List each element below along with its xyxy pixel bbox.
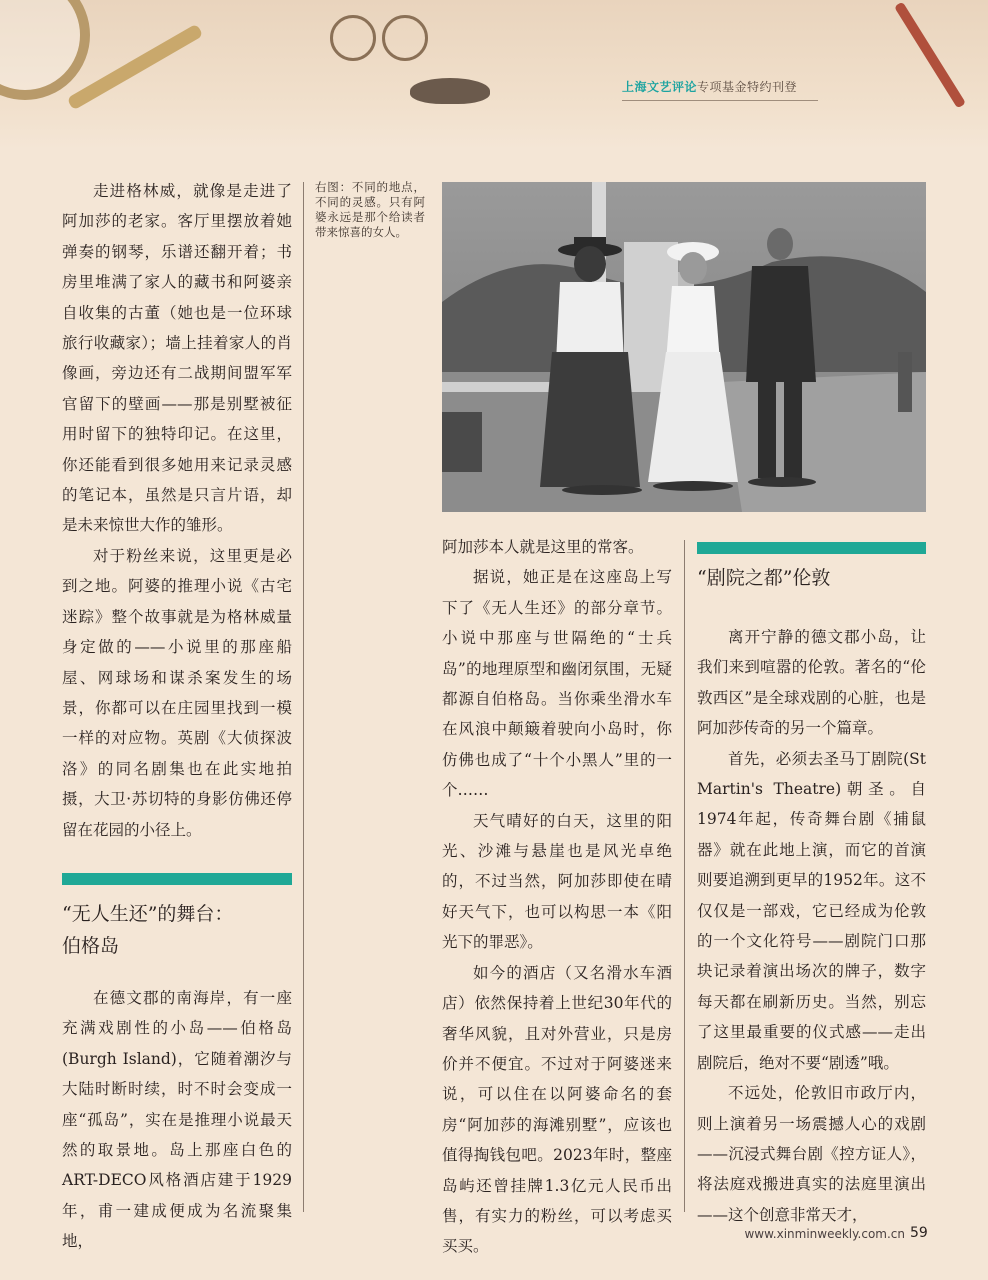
header-decoration [0,0,988,150]
paragraph: 据说，她正是在这座岛上写下了《无人生还》的部分章节。小说中那座与世隔绝的“士兵岛”的地理原型和幽闭氛围，无疑都源自伯格岛。当你乘坐滑水车在风浪中颠簸着驶向小岛时，你仿佛也成了“十个小黑人”里的一个…… [442,568,672,800]
section-title [62,898,292,962]
paragraph: 不远处，伦敦旧市政厅内，则上演着另一场震撼人心的戏剧——沉浸式舞台剧《控方证人》，将法庭戏搬进真实的法庭里演出——这个创意非常天才， [697,1084,926,1224]
column-3 [697,622,926,1230]
section-bar [62,873,292,885]
column-divider [303,182,304,1212]
paragraph: 天气晴好的白天，这里的阳光、沙滩与悬崖也是风光卓绝的，不过当然，阿加莎即使在晴好天气下，也可以构思一本《阳光下的罪恶》。 [442,811,672,952]
paragraph: 离开宁静的德文郡小岛，让我们来到喧嚣的伦敦。著名的“伦敦西区”是全球戏剧的心脏，也是阿加莎传奇的另一个篇章。 [697,628,926,738]
section-title: “剧院之都”伦敦 [697,567,831,589]
paragraph: 如今的酒店（又名滑水车酒店）依然保持着上世纪30年代的奢华风貌，且对外营业，只是房价并不便宜。不过对于阿婆迷来说，可以住在以阿婆命名的套房“阿加莎的海滩别墅”，应该也值得掏钱包吧。2023年时，整座岛屿还曾挂牌1.3亿元人民币出售，有实力的粉丝，可以考虑买买买。 [442,963,672,1256]
section-bar [697,542,926,554]
paragraph: 首先，必须去圣马丁剧院(St Martin's Theatre)朝圣。自1974年起，传奇舞台剧《捕鼠器》就在此地上演，而它的首演则要追溯到更早的1952年。这不仅仅是一部戏，它已经成为伦敦的一个文化符号——剧院门口那块记录着演出场次的牌子，数字每天都在刷新历史。当然，别忘了这里最重要的仪式感——走出剧院后，绝对不要“剧透”哦。 [697,749,926,1072]
paragraph: 对于粉丝来说，这里更是必到之地。阿婆的推理小说《古宅迷踪》整个故事就是为格林威量身定做的——小说里的那座船屋、网球场和谋杀案发生的场景，你都可以在庄园里找到一模一样的对应物。英剧《大侦探波洛》的同名剧集也在此实地拍摄，大卫·苏切特的身影仿佛还停留在花园的小径上。 [62,546,292,839]
paragraph: 阿加莎本人就是这里的常客。 [442,538,644,556]
sponsor-tag-rest: 专项基金特约刊登 [697,80,798,94]
mustache-icon [410,78,490,104]
historical-photo [442,182,926,512]
footer-url: www.xinminweekly.com.cn [744,1227,905,1241]
section-title-line: 伯格岛 [62,935,120,957]
sponsor-tag [622,76,818,98]
column-divider [684,540,685,1212]
section-title-line: “无人生还”的舞台： [62,903,234,925]
paragraph: 在德文郡的南海岸，有一座充满戏剧性的小岛——伯格岛(Burgh Island)，它随着潮汐与大陆时断时续，时不时会变成一座“孤岛”，实在是推理小说最天然的取景地。岛上那座白色的ART-DECO风格酒店建于1929年，甫一建成便成为名流聚集地， [62,989,292,1251]
column-1 [62,176,292,845]
photo-caption: 右图：不同的地点，不同的灵感。只有阿婆永远是那个给读者带来惊喜的女人。 [315,180,425,239]
paragraph: 走进格林威，就像是走进了阿加莎的老家。客厅里摆放着她弹奏的钢琴，乐谱还翻开着；书房里堆满了家人的藏书和阿婆亲自收集的古董（她也是一位环球旅行收藏家）；墙上挂着家人的肖像画，旁边还有二战期间盟军军官留下的壁画——那是别墅被征用时留下的独特印记。在这里，你还能看到很多她用来记录灵感的笔记本，虽然是只言片语，却是未来惊世大作的雏形。 [62,182,292,535]
column-1-section [62,983,292,1257]
page-number: 59 [910,1225,928,1241]
header-rule [622,100,818,101]
column-2 [442,532,672,1262]
sponsor-tag-highlight: 上海文艺评论 [622,80,698,94]
